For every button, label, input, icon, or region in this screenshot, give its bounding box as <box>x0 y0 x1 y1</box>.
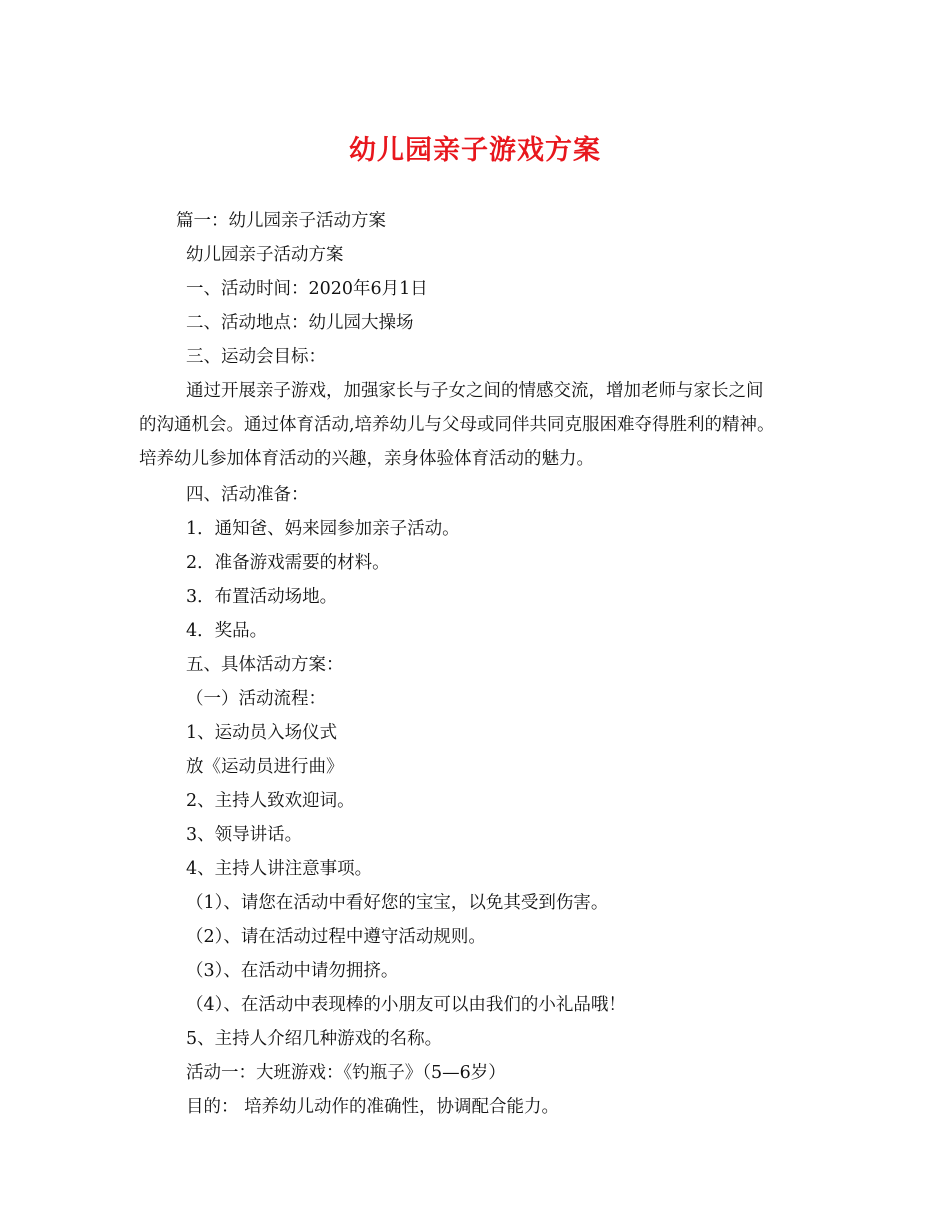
paragraph-line: 四、活动准备： <box>186 485 309 505</box>
paragraph-line: 的沟通机会。通过体育活动,培养幼儿与父母或同伴共同克服困难夺得胜利的精神。 <box>139 415 775 435</box>
list-item: 4．奖品。 <box>186 621 268 641</box>
paragraph-line: 通过开展亲子游戏，加强家长与子女之间的情感交流，增加老师与家长之间 <box>186 381 764 401</box>
list-item: 1、运动员入场仪式 <box>186 723 338 743</box>
section-heading: 篇一：幼儿园亲子活动方案 <box>176 211 386 231</box>
subtitle: 幼儿园亲子活动方案 <box>186 245 344 265</box>
list-item: 2、主持人致欢迎词。 <box>186 791 355 811</box>
list-item: 3、领导讲话。 <box>186 825 303 845</box>
list-item: 1．通知爸、妈来园参加亲子活动。 <box>186 519 460 539</box>
paragraph-line: 培养幼儿参加体育活动的兴趣，亲身体验体育活动的魅力。 <box>139 449 594 469</box>
list-item: （2）、请在活动过程中遵守活动规则。 <box>186 927 486 947</box>
document-title: 幼儿园亲子游戏方案 <box>349 135 601 166</box>
paragraph-line: 五、具体活动方案： <box>186 655 344 675</box>
paragraph-line: （一）活动流程： <box>186 689 326 709</box>
paragraph-line: 一、活动时间：2020年6月1日 <box>186 279 428 299</box>
list-item: （4）、在活动中表现棒的小朋友可以由我们的小礼品哦！ <box>186 995 626 1015</box>
list-item: （1）、请您在活动中看好您的宝宝，以免其受到伤害。 <box>186 893 609 913</box>
paragraph-line: 二、活动地点：幼儿园大操场 <box>186 313 414 333</box>
list-item: （3）、在活动中请勿拥挤。 <box>186 961 399 981</box>
paragraph-line: 放《运动员进行曲》 <box>186 757 344 777</box>
list-item: 4、主持人讲注意事项。 <box>186 859 373 879</box>
list-item: 2．准备游戏需要的材料。 <box>186 553 390 573</box>
paragraph-line: 活动一：大班游戏：《钓瓶子》（5—6岁） <box>186 1063 506 1083</box>
paragraph-line: 目的： 培养幼儿动作的准确性，协调配合能力。 <box>186 1097 560 1117</box>
paragraph-line: 三、运动会目标： <box>186 347 326 367</box>
list-item: 3．布置活动场地。 <box>186 587 338 607</box>
list-item: 5、主持人介绍几种游戏的名称。 <box>186 1029 443 1049</box>
